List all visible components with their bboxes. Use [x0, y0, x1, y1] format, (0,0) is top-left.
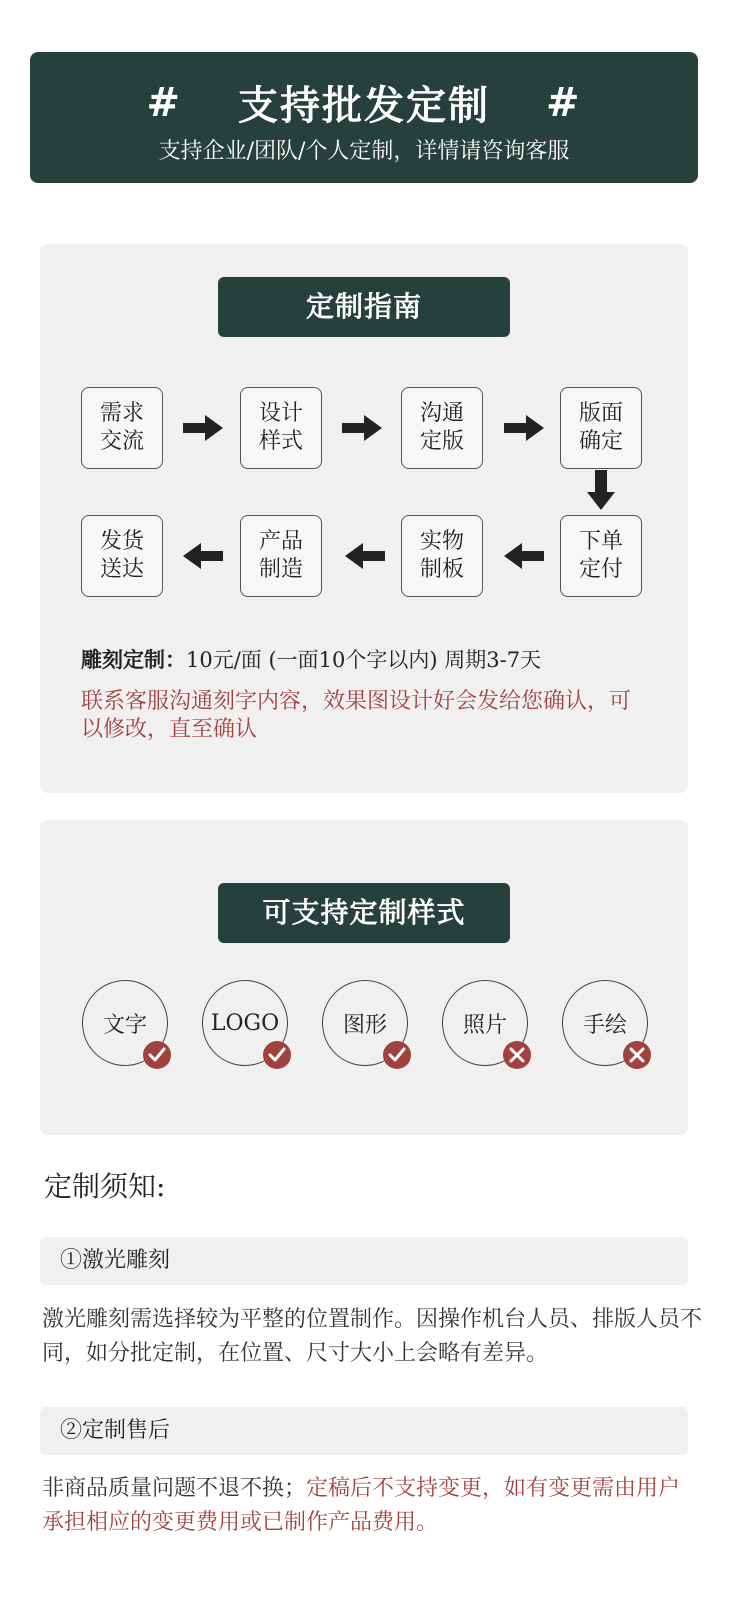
- arrow-left-icon: [345, 543, 385, 569]
- after-sales-heading: ②定制售后: [40, 1407, 688, 1455]
- engrave-text: 10元/面 (一面10个字以内) 周期3-7天: [186, 648, 542, 672]
- after-sales-text: [42, 1472, 702, 1540]
- step-3-line2: 定版: [419, 429, 464, 454]
- step-6: [401, 515, 483, 597]
- style-label: LOGO: [210, 1010, 280, 1036]
- arrow-left-icon: [183, 543, 223, 569]
- arrow-right-icon: [183, 415, 223, 441]
- arrow-right-icon: [342, 415, 382, 441]
- step-7-line1: 产品: [258, 529, 303, 554]
- step-6-line2: 制板: [419, 557, 464, 582]
- step-4-line2: 确定: [578, 429, 623, 454]
- step-5: [560, 515, 642, 597]
- step-5-line2: 定付: [578, 557, 623, 582]
- check-icon: [383, 1041, 411, 1069]
- step-2-line1: 设计: [258, 401, 303, 426]
- step-7: [240, 515, 322, 597]
- step-4-line1: 版面: [578, 401, 623, 426]
- guide-title: 定制指南: [218, 277, 510, 337]
- style-label: 手绘: [582, 1012, 627, 1038]
- laser-engraving-text: 激光雕刻需选择较为平整的位置制作。因操作机台人员、排版人员不同，如分批定制，在位置、尺寸大小上会略有差异。: [42, 1307, 703, 1366]
- after-sales-text-highlight: 定稿后不支持变更，如有变更需由用户承担相应的变更费用或已制作产品费用。: [42, 1476, 681, 1535]
- styles-panel: [40, 820, 688, 1135]
- guide-panel: [40, 244, 688, 793]
- style-logo: [202, 980, 288, 1066]
- step-5-line1: 下单: [578, 529, 623, 554]
- step-1-line2: 交流: [99, 429, 144, 454]
- after-sales-text-plain: 非商品质量问题不退不换；: [42, 1476, 307, 1501]
- style-text: [82, 980, 168, 1066]
- step-6-line1: 实物: [419, 529, 464, 554]
- check-icon: [143, 1041, 171, 1069]
- notice-title: 定制须知:: [44, 1170, 166, 1203]
- style-label: 照片: [462, 1012, 507, 1038]
- step-1-line1: 需求: [99, 401, 144, 426]
- arrow-left-icon: [504, 543, 544, 569]
- arrow-right-icon: [504, 415, 544, 441]
- step-1: [81, 387, 163, 469]
- hash-mark-left: #: [146, 79, 182, 126]
- style-label: 文字: [102, 1012, 147, 1038]
- header-banner: [30, 52, 698, 183]
- banner-subtitle: 支持企业/团队/个人定制，详情请咨询客服: [158, 139, 570, 164]
- step-4: [560, 387, 642, 469]
- check-icon: [263, 1041, 291, 1069]
- step-2: [240, 387, 322, 469]
- banner-title-row: [30, 74, 698, 131]
- guide-note: 联系客服沟通刻字内容，效果图设计好会发给您确认，可以修改，直至确认: [81, 689, 632, 742]
- styles-title: 可支持定制样式: [218, 883, 510, 943]
- cross-icon: [503, 1041, 531, 1069]
- engrave-label: 雕刻定制：: [81, 647, 186, 672]
- step-7-line2: 制造: [258, 557, 303, 582]
- hash-mark-right: #: [546, 79, 582, 126]
- step-2-line2: 样式: [258, 429, 303, 454]
- style-label: 图形: [342, 1012, 387, 1038]
- step-3-line1: 沟通: [419, 401, 464, 426]
- style-handdrawn: [562, 980, 648, 1066]
- step-8-line2: 送达: [99, 557, 144, 582]
- arrow-down-icon: [587, 470, 615, 510]
- style-graphic: [322, 980, 408, 1066]
- step-3: [401, 387, 483, 469]
- style-photo: [442, 980, 528, 1066]
- cross-icon: [623, 1041, 651, 1069]
- engrave-pricing: [81, 644, 541, 674]
- laser-engraving-heading: ①激光雕刻: [40, 1237, 688, 1285]
- step-8: [81, 515, 163, 597]
- banner-title: 支持批发定制: [238, 82, 490, 129]
- step-8-line1: 发货: [99, 529, 144, 554]
